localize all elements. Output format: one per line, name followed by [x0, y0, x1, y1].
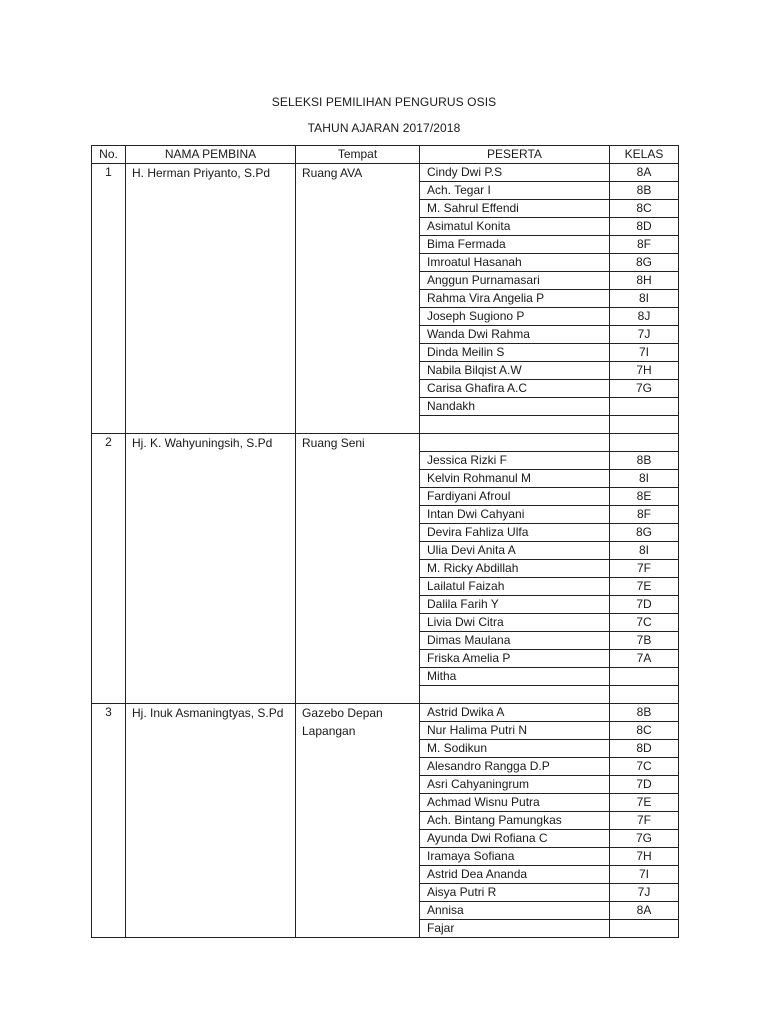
- peserta-kelas: 8B: [610, 704, 679, 722]
- peserta-name: Lailatul Faizah: [420, 578, 610, 596]
- peserta-kelas: 8B: [610, 452, 679, 470]
- peserta-name: [420, 686, 610, 704]
- peserta-kelas: 8A: [610, 164, 679, 182]
- peserta-kelas: 7G: [610, 830, 679, 848]
- peserta-name: Mitha: [420, 668, 610, 686]
- peserta-name: [420, 434, 610, 452]
- peserta-name: Imroatul Hasanah: [420, 254, 610, 272]
- peserta-kelas: [610, 398, 679, 416]
- peserta-name: Devira Fahliza Ulfa: [420, 524, 610, 542]
- peserta-kelas: 8H: [610, 272, 679, 290]
- peserta-kelas: [610, 416, 679, 434]
- peserta-kelas: 8I: [610, 470, 679, 488]
- peserta-kelas: 8G: [610, 254, 679, 272]
- peserta-name: Asimatul Konita: [420, 218, 610, 236]
- header-tempat: Tempat: [296, 146, 420, 164]
- peserta-kelas: 8C: [610, 200, 679, 218]
- peserta-name: M. Ricky Abdillah: [420, 560, 610, 578]
- peserta-kelas: 8J: [610, 308, 679, 326]
- header-no: No.: [92, 146, 126, 164]
- peserta-name: Achmad Wisnu Putra: [420, 794, 610, 812]
- peserta-kelas: 7I: [610, 344, 679, 362]
- table-header-row: [92, 146, 679, 164]
- peserta-name: Bima Fermada: [420, 236, 610, 254]
- peserta-name: Kelvin Rohmanul M: [420, 470, 610, 488]
- group-number: 3: [92, 704, 126, 938]
- peserta-name: Ulia Devi Anita A: [420, 542, 610, 560]
- tempat-name: Ruang Seni: [296, 434, 420, 704]
- pembina-name: Hj. Inuk Asmaningtyas, S.Pd: [126, 704, 296, 938]
- peserta-name: Fajar: [420, 920, 610, 938]
- peserta-kelas: 7C: [610, 614, 679, 632]
- peserta-name: M. Sodikun: [420, 740, 610, 758]
- peserta-kelas: [610, 434, 679, 452]
- pembina-name: Hj. K. Wahyuningsih, S.Pd: [126, 434, 296, 704]
- peserta-name: Dalila Farih Y: [420, 596, 610, 614]
- document-subtitle: TAHUN AJARAN 2017/2018: [307, 121, 461, 135]
- peserta-name: Rahma Vira Angelia P: [420, 290, 610, 308]
- peserta-name: [420, 416, 610, 434]
- header-peserta: PESERTA: [420, 146, 610, 164]
- peserta-name: Dimas Maulana: [420, 632, 610, 650]
- peserta-kelas: 7C: [610, 758, 679, 776]
- peserta-name: Astrid Dwika A: [420, 704, 610, 722]
- group-number: 1: [92, 164, 126, 434]
- peserta-kelas: [610, 920, 679, 938]
- peserta-kelas: 8D: [610, 740, 679, 758]
- peserta-kelas: 8B: [610, 182, 679, 200]
- peserta-kelas: 7H: [610, 848, 679, 866]
- peserta-name: Annisa: [420, 902, 610, 920]
- peserta-kelas: 7D: [610, 776, 679, 794]
- peserta-kelas: 7J: [610, 884, 679, 902]
- peserta-name: Nur Halima Putri N: [420, 722, 610, 740]
- peserta-name: Ayunda Dwi Rofiana C: [420, 830, 610, 848]
- peserta-name: Nandakh: [420, 398, 610, 416]
- peserta-kelas: 8D: [610, 218, 679, 236]
- peserta-kelas: 7J: [610, 326, 679, 344]
- peserta-kelas: 8F: [610, 236, 679, 254]
- peserta-kelas: [610, 686, 679, 704]
- peserta-name: Asri Cahyaningrum: [420, 776, 610, 794]
- peserta-kelas: 7D: [610, 596, 679, 614]
- peserta-name: Iramaya Sofiana: [420, 848, 610, 866]
- peserta-kelas: 7B: [610, 632, 679, 650]
- group-number: 2: [92, 434, 126, 704]
- table-row: [92, 164, 679, 182]
- peserta-kelas: 7E: [610, 578, 679, 596]
- peserta-kelas: 8I: [610, 542, 679, 560]
- peserta-name: Jessica Rizki F: [420, 452, 610, 470]
- tempat-name: Ruang AVA: [296, 164, 420, 434]
- peserta-name: Nabila Bilqist A.W: [420, 362, 610, 380]
- table-row: [92, 704, 679, 722]
- tempat-name: Gazebo Depan Lapangan: [296, 704, 420, 938]
- peserta-name: Intan Dwi Cahyani: [420, 506, 610, 524]
- pembina-name: H. Herman Priyanto, S.Pd: [126, 164, 296, 434]
- peserta-name: Alesandro Rangga D.P: [420, 758, 610, 776]
- peserta-name: Aisya Putri R: [420, 884, 610, 902]
- peserta-name: Joseph Sugiono P: [420, 308, 610, 326]
- peserta-name: Anggun Purnamasari: [420, 272, 610, 290]
- peserta-name: Fardiyani Afroul: [420, 488, 610, 506]
- peserta-kelas: 8A: [610, 902, 679, 920]
- header-nama-pembina: NAMA PEMBINA: [126, 146, 296, 164]
- table-row: [92, 434, 679, 452]
- peserta-name: Friska Amelia P: [420, 650, 610, 668]
- peserta-name: Ach. Tegar I: [420, 182, 610, 200]
- peserta-kelas: 8C: [610, 722, 679, 740]
- participants-table: [91, 145, 679, 938]
- document-title: SELEKSI PEMILIHAN PENGURUS OSIS: [271, 95, 497, 109]
- peserta-kelas: 8I: [610, 290, 679, 308]
- peserta-name: Astrid Dea Ananda: [420, 866, 610, 884]
- peserta-kelas: 7E: [610, 794, 679, 812]
- peserta-kelas: 8E: [610, 488, 679, 506]
- peserta-kelas: 8G: [610, 524, 679, 542]
- peserta-kelas: 8F: [610, 506, 679, 524]
- table-body: [92, 164, 679, 938]
- peserta-kelas: 7A: [610, 650, 679, 668]
- peserta-name: Carisa Ghafira A.C: [420, 380, 610, 398]
- peserta-kelas: [610, 668, 679, 686]
- peserta-name: Cindy Dwi P.S: [420, 164, 610, 182]
- peserta-kelas: 7G: [610, 380, 679, 398]
- peserta-kelas: 7F: [610, 560, 679, 578]
- peserta-name: Wanda Dwi Rahma: [420, 326, 610, 344]
- peserta-kelas: 7H: [610, 362, 679, 380]
- header-kelas: KELAS: [610, 146, 679, 164]
- peserta-name: Livia Dwi Citra: [420, 614, 610, 632]
- peserta-name: Ach. Bintang Pamungkas: [420, 812, 610, 830]
- peserta-kelas: 7I: [610, 866, 679, 884]
- peserta-kelas: 7F: [610, 812, 679, 830]
- peserta-name: Dinda Meilin S: [420, 344, 610, 362]
- peserta-name: M. Sahrul Effendi: [420, 200, 610, 218]
